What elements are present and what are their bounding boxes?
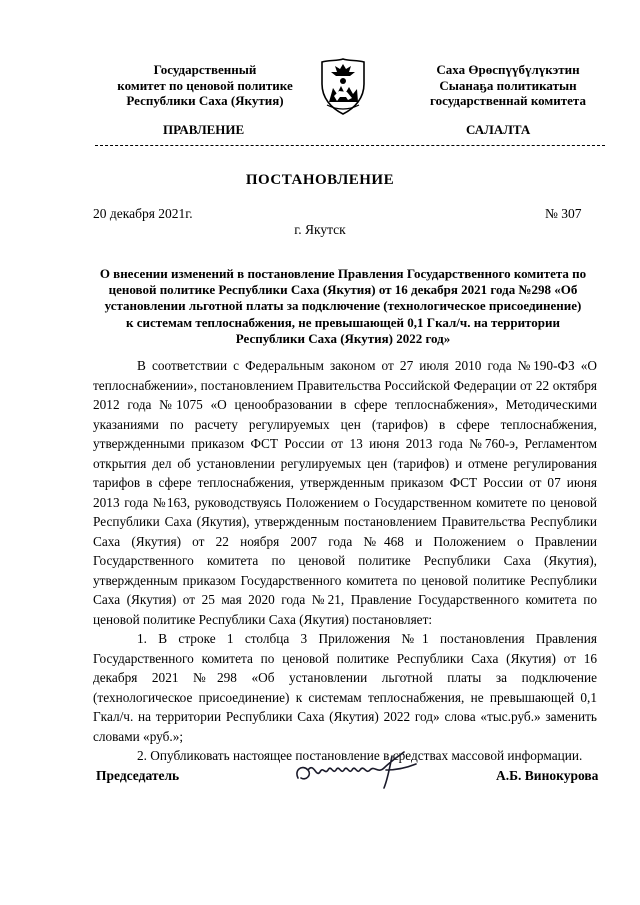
header-right-line: государственнай комитета (430, 93, 586, 108)
body-paragraph-item-1: 1. В строке 1 столбца 3 Приложения №1 постановления Правления Государственного комитета по ценовой политике Республики Саха (Якутия) от 16 декабря 2021 №298 «Об установлении льготной платы за подключение (технологическое присоединение) к системам теплоснабжения, не превышающей 0,1 Гкал/ч. на территории Республики Саха (Якутия) 2022 год» слова «тыс.руб.» заменить словами «руб.»; (93, 631, 597, 744)
signature-role: Председатель (96, 768, 180, 783)
document-title-line: к системам теплоснабжения, не превышающей 0,1 Гкал/ч. на территории (126, 314, 560, 330)
header-right-org (408, 62, 608, 109)
header-left-line: Республики Саха (Якутия) (126, 93, 284, 108)
header-left-org (96, 62, 314, 109)
header-left-line: комитет по ценовой политике (117, 77, 293, 93)
header-right-line: Сыанаҕа политикатын (439, 77, 577, 93)
body-paragraph-preamble: В соответствии с Федеральным законом от 27 июля 2010 года №190-ФЗ «О теплоснабжении», постановлением Правительства Российской Федерации от 22 октября 2012 года №1075 «О ценообразовании в сфере теплоснабжения», Методическими указаниями по расчету регулируемых цен (тарифов) в сфере теплоснабжения, утвержденными приказом ФСТ России от 13 июня 2013 года №760-э, Регламентом открытия дел об установлении регулируемых цен (тарифов) и отмене регулирования тарифов в сфере теплоснабжения, утвержденным приказом ФСТ России от 07 июня 2013 года №163, руководствуясь Положением о Государственном комитете по ценовой Республики Саха (Якутия), утвержденным постановлением Правительства Республики Саха (Якутия) от 22 ноября 2007 года №468 и Положением о Правлении Государственного комитета по ценовой политике Республики Саха (Якутия), утвержденным приказом Государственного комитета по ценовой политике Республики Саха (Якутия) от 25 мая 2020 года №21, Правление Государственного комитета по ценовой политике Республики Саха (Якутия) постановляет: (93, 358, 597, 627)
document-title-line: установлении льготной платы за подключение (технологическое присоединение) (104, 298, 582, 314)
header-right-subtitle: САЛАЛТА (466, 122, 531, 137)
document-title-line: ценовой политике Республики Саха (Якутия) от 16 декабря 2021 года №298 «Об (108, 282, 578, 298)
header-divider (95, 145, 605, 146)
document-type-heading: ПОСТАНОВЛЕНИЕ (245, 172, 395, 188)
header-right-line: Саха Өрөспүүбүлүкэтин (436, 62, 580, 77)
document-date: 20 декабря 2021г. (93, 206, 193, 221)
signatory-name: А.Б. Винокурова (496, 768, 599, 783)
header-left-subtitle: ПРАВЛЕНИЕ (163, 122, 245, 137)
header-left-line: Государственный (153, 62, 257, 77)
body-paragraph-item-2: 2. Опубликовать настоящее постановление в средствах массовой информации. (137, 748, 583, 763)
document-body (93, 356, 597, 766)
document-title (93, 266, 593, 347)
coat-of-arms-icon (319, 58, 367, 116)
document-title-line: Республики Саха (Якутия) 2022 год» (235, 330, 451, 346)
document-title-line: О внесении изменений в постановление Правления Государственного комитета по (99, 266, 587, 281)
document-number: № 307 (545, 206, 582, 221)
document-city: г. Якутск (294, 222, 346, 237)
handwritten-signature-icon (292, 748, 422, 792)
